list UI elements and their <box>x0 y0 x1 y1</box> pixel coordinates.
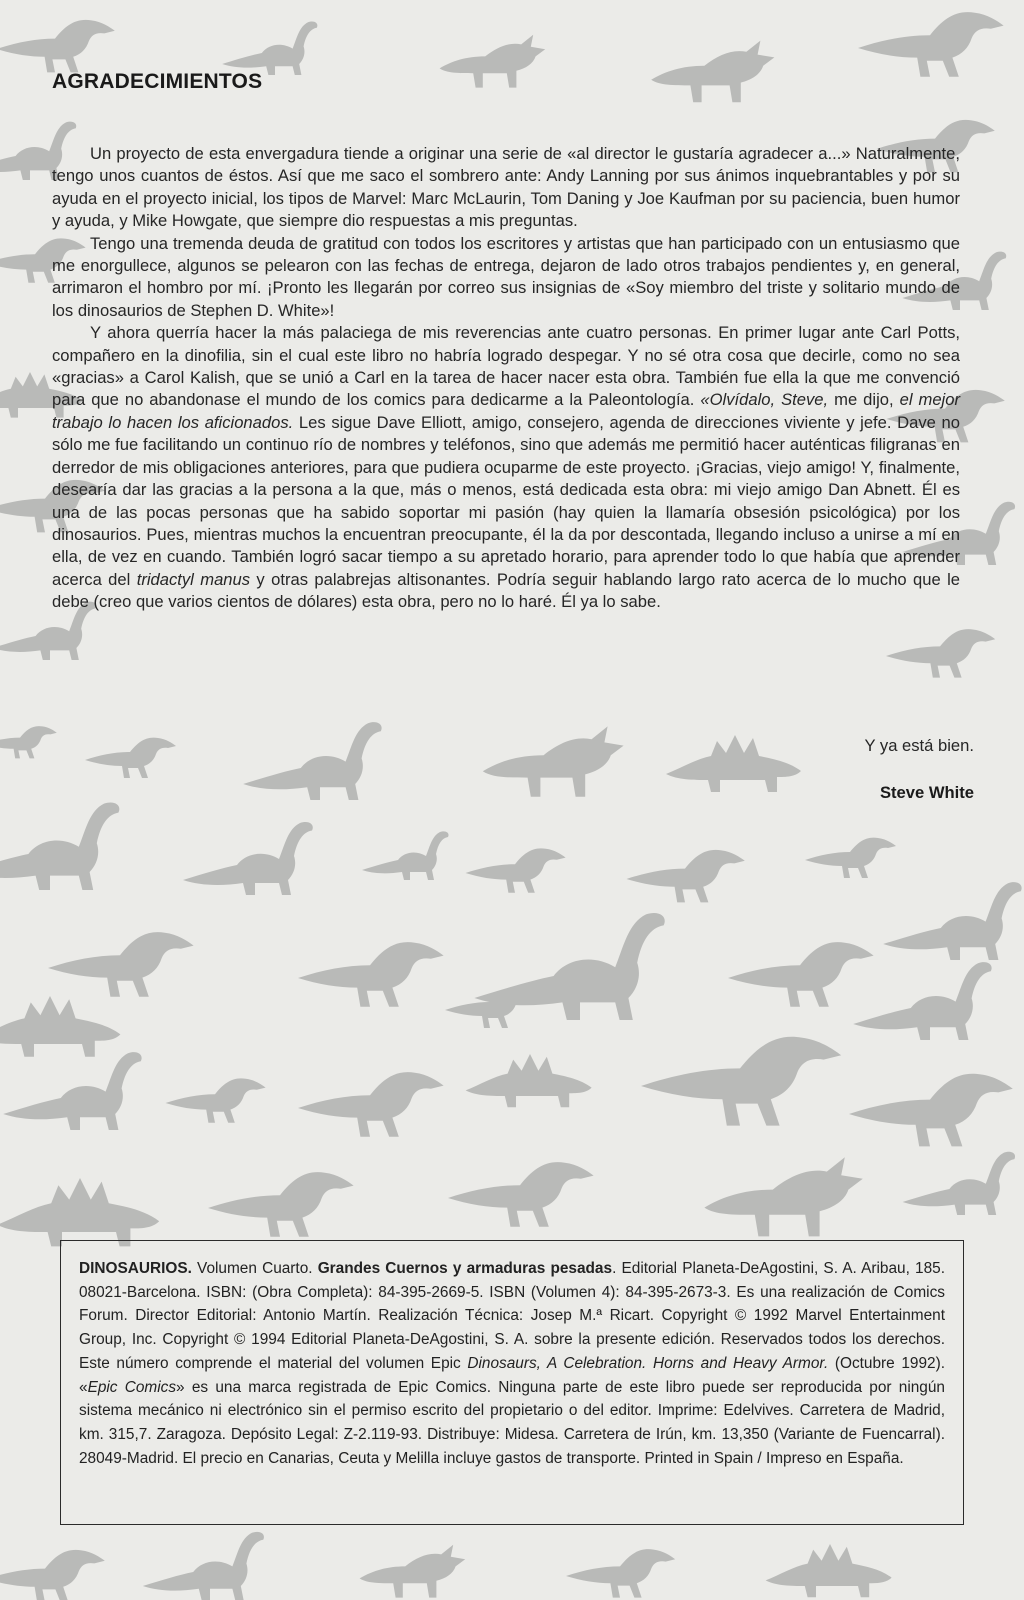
acknowledgements-body <box>52 143 960 614</box>
text-run: Volumen Cuarto. <box>191 1260 318 1277</box>
text-run: Un proyecto de esta envergadura tiende a originar una serie de «al director le gustaría agradecer a...» Naturalmente, tengo unos cuantos de éstos. Así que me saco el sombrero ante: Andy Lanning por sus ánimos inquebrantables y por su ayuda en el proyecto inicial, los tipos de Marvel: Marc McLaurin, Tom Daning y Joe Kaufman por su paciencia, buen humor y ayuda, y Mike Howgate, que siempre dio respuestas a mis preguntas. <box>52 144 960 231</box>
text-run: Tengo una tremenda deuda de gratitud con todos los escritores y artistas que han participado con un entusiasmo que me enorgullece, algunos se pelearon con las fechas de entrega, dejaron de lado otros trabajos pendientes y, en general, arrimaron el hombro por mí. ¡Pronto les llegarán por correo sus insignias de «Soy miembro del triste y solitario mundo de los dinosaurios de Stephen D. White»! <box>52 233 960 320</box>
bold-run: Grandes Cuernos y armaduras pesadas <box>317 1260 613 1277</box>
body-paragraph <box>52 143 960 233</box>
italic-run: Dinosaurs, A Celebration. Horns and Heavy Armor. <box>467 1354 829 1372</box>
italic-run: Epic Comics <box>87 1378 177 1396</box>
author-signature: Steve White <box>879 783 974 802</box>
text-run: me dijo, <box>828 390 900 410</box>
italic-run: «Olvídalo, Steve, <box>700 390 829 410</box>
text-run: (Octubre 1992). « <box>79 1354 946 1396</box>
bold-run: DINOSAURIOS. <box>79 1260 192 1277</box>
page-title: AGRADECIMIENTOS <box>52 70 263 93</box>
body-paragraph <box>52 322 960 613</box>
publication-credits-box <box>60 1240 964 1525</box>
text-run: Y ahora querría hacer la más palaciega de mis reverencias ante cuatro personas. En primer lugar ante Carl Potts, compañero en la dinofilia, sin el cual este libro no habría logrado despegar. Y no sé otra cosa que decirle, como no sea «gracias» a Carol Kalish, que se unió a Carl en la tarea de hacer nacer esta obra. También fue ella la que me convenció para que no abandonase el mundo de los comics para dedicarme a la Paleontología. <box>52 323 960 410</box>
body-paragraph <box>52 233 960 323</box>
text-run: . Editorial Planeta-DeAgostini, S. A. Aribau, 185. 08021-Barcelona. ISBN: (Obra Completa): 84-395-2669-5. ISBN (Volumen 4): 84-395-2673-3. Es una realización de Comics Forum. Director Editorial: Antonio Martín. Realización Técnica: Josep M.ª Ricart. Copyright © 1992 Marvel Entertainment Group, Inc. Copyright © 1994 Editorial Planeta-DeAgostini, S. A. sobre la presente edición. Reservados todos los derechos. Este número comprende el material del volumen Epic <box>79 1260 945 1372</box>
publication-credits <box>79 1257 945 1470</box>
text-run: y otras palabrejas altisonantes. Podría seguir hablando largo rato acerca de lo mucho que le debe (creo que varios cientos de dólares) esta obra, pero no lo haré. Él ya lo sabe. <box>52 569 961 612</box>
closing-line: Y ya está bien. <box>864 736 974 755</box>
text-run: » es una marca registrada de Epic Comics. Ninguna parte de este libro puede ser reproducida por ningún sistema mecánico ni electrónico sin el permiso escrito del propietario o del editor. Imprime: Edelvives. Carretera de Madrid, km. 315,7. Zaragoza. Depósito Legal: Z-2.119-93. Distribuye: Midesa. Carretera de Irún, km. 13,350 (Variante de Fuencarral). 28049-Madrid. El precio en Canarias, Ceuta y Melilla incluye gastos de transporte. Printed in Spain / Impreso en España. <box>79 1378 945 1467</box>
italic-run: tridactyl manus <box>136 569 251 589</box>
text-run: Les sigue Dave Elliott, amigo, consejero, agenda de direcciones viviente y jefe. Dave no sólo me fue facilitando un continuo río de nombres y teléfonos, sino que además me permitió hacer auténticas filigranas en derredor de mis obligaciones anteriores, para que pudiera ocuparme de este proyecto. ¡Gracias, viejo amigo! Y, finalmente, desearía dar las gracias a la persona a la que, más o menos, está dedicada esta obra: mi viejo amigo Dan Abnett. Él es una de las pocas personas que ha sabido soportar mi pasión (hay quien la llamaría obsesión psicológica) por los dinosaurios. Pues, mientras muchos la encuentran preocupante, él la da por descontada, llegando incluso a unirse a mí en ella, de vez en cuando. También logró sacar tiempo a su apretado horario, para aprender todo lo que había que aprender acerca del <box>52 412 961 589</box>
italic-run: el mejor trabajo lo hacen los aficionados. <box>52 390 960 432</box>
